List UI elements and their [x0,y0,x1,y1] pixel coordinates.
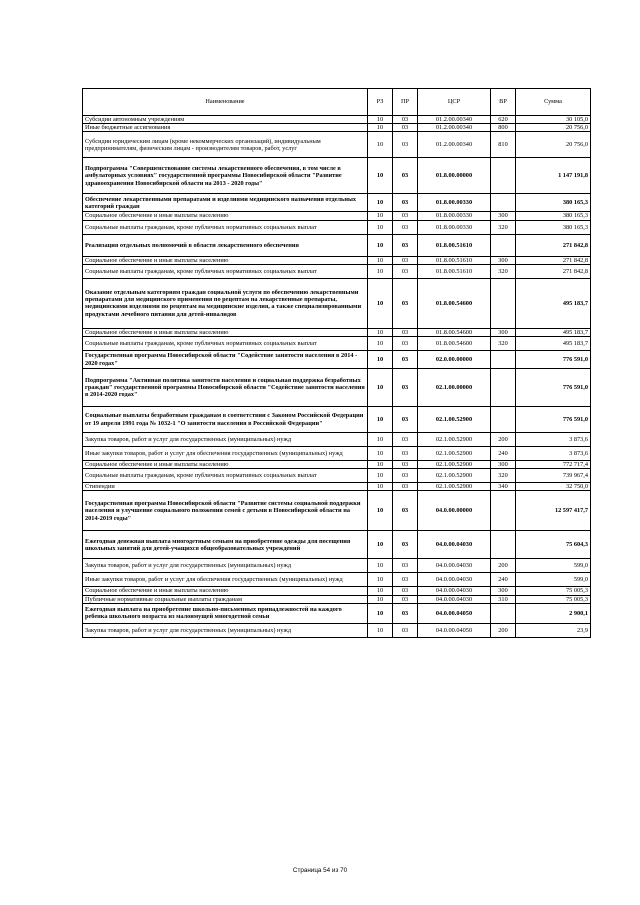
cell-vr: 310 [491,595,516,603]
table-row [83,461,591,469]
cell-vr [491,278,516,328]
cell-vr: 300 [491,461,516,469]
cell-vr: 800 [491,124,516,132]
cell-sum: 599,0 [516,559,591,573]
table-row [83,116,591,124]
cell-rz: 10 [368,328,393,336]
cell-vr [491,407,516,433]
cell-name: Ежегодная денежная выплата многодетным семьям на приобретение одежды для посещения школьных занятий для детей-учащихся общеобразовательных учреждений [83,531,368,559]
cell-rz: 10 [368,220,393,234]
cell-pr: 03 [393,603,418,623]
cell-csr: 02.1.00.52900 [418,407,491,433]
table-row [83,220,591,234]
cell-rz: 10 [368,264,393,278]
cell-pr: 03 [393,447,418,461]
cell-rz: 10 [368,469,393,483]
cell-rz: 10 [368,337,393,351]
cell-rz: 10 [368,369,393,407]
cell-name: Иные закупки товаров, работ и услуг для обеспечения государственных (муниципальных) нужд [83,447,368,461]
cell-vr: 240 [491,447,516,461]
cell-rz: 10 [368,132,393,158]
cell-sum: 776 591,0 [516,351,591,369]
cell-csr: 01.8.00.54600 [418,337,491,351]
cell-csr: 02.1.00.52900 [418,469,491,483]
cell-csr: 04.0.00.04030 [418,559,491,573]
cell-sum: 271 842,8 [516,234,591,256]
cell-pr: 03 [393,116,418,124]
cell-pr: 03 [393,194,418,212]
cell-csr: 02.1.00.52900 [418,483,491,491]
table-row [83,407,591,433]
cell-csr: 02.1.00.52900 [418,461,491,469]
cell-name: Закупка товаров, работ и услуг для государственных (муниципальных) нужд [83,623,368,637]
header-rz: РЗ [368,89,393,116]
cell-sum: 75 005,3 [516,587,591,595]
cell-csr: 01.8.00.54600 [418,278,491,328]
cell-sum: 495 183,7 [516,278,591,328]
cell-csr: 01.2.00.00340 [418,132,491,158]
cell-rz: 10 [368,433,393,447]
cell-name: Социальные выплаты гражданам, кроме публичных нормативных социальных выплат [83,264,368,278]
page-footer: Страница 54 из 70 [292,867,348,874]
cell-csr: 01.8.00.51610 [418,234,491,256]
cell-csr: 04.0.00.04030 [418,573,491,587]
cell-csr: 04.0.00.04050 [418,623,491,637]
cell-vr: 810 [491,132,516,158]
cell-rz: 10 [368,587,393,595]
table-row [83,234,591,256]
cell-vr: 320 [491,337,516,351]
cell-csr: 01.8.00.00000 [418,158,491,194]
cell-rz: 10 [368,124,393,132]
cell-sum: 776 591,0 [516,407,591,433]
cell-pr: 03 [393,573,418,587]
table-row [83,483,591,491]
cell-sum: 772 717,4 [516,461,591,469]
cell-vr [491,194,516,212]
cell-csr: 04.0.00.00000 [418,491,491,531]
cell-sum: 271 842,8 [516,264,591,278]
cell-rz: 10 [368,603,393,623]
header-sum: Сумма [516,89,591,116]
cell-pr: 03 [393,595,418,603]
cell-pr: 03 [393,278,418,328]
table-row [83,603,591,623]
table-row [83,469,591,483]
cell-rz: 10 [368,351,393,369]
budget-table [82,88,591,638]
cell-vr [491,234,516,256]
cell-pr: 03 [393,587,418,595]
cell-sum: 23,9 [516,623,591,637]
table-row [83,264,591,278]
cell-rz: 10 [368,447,393,461]
cell-pr: 03 [393,491,418,531]
cell-rz: 10 [368,559,393,573]
cell-name: Государственная программа Новосибирской области "Содействие занятости населения в 2014 - 2020 годах" [83,351,368,369]
cell-vr: 240 [491,573,516,587]
table-row [83,491,591,531]
cell-pr: 03 [393,433,418,447]
cell-sum: 380 165,3 [516,220,591,234]
cell-sum: 380 165,3 [516,194,591,212]
cell-csr: 02.0.00.00000 [418,351,491,369]
cell-vr: 320 [491,264,516,278]
cell-vr [491,369,516,407]
cell-name: Социальные выплаты гражданам, кроме публичных нормативных социальных выплат [83,337,368,351]
cell-rz: 10 [368,623,393,637]
cell-rz: 10 [368,212,393,220]
cell-vr: 300 [491,256,516,264]
table-row [83,337,591,351]
cell-csr: 01.8.00.00330 [418,194,491,212]
cell-rz: 10 [368,407,393,433]
cell-vr [491,351,516,369]
cell-pr: 03 [393,483,418,491]
cell-pr: 03 [393,369,418,407]
cell-rz: 10 [368,461,393,469]
cell-rz: 10 [368,278,393,328]
table-row [83,278,591,328]
cell-csr: 01.8.00.00330 [418,220,491,234]
table-row [83,328,591,336]
table-row [83,447,591,461]
cell-pr: 03 [393,124,418,132]
cell-csr: 01.2.00.00340 [418,116,491,124]
cell-vr [491,491,516,531]
cell-vr: 200 [491,433,516,447]
cell-name: Социальное обеспечение и иные выплаты населению [83,256,368,264]
cell-name: Социальное обеспечение и иные выплаты населению [83,212,368,220]
cell-vr: 200 [491,623,516,637]
cell-pr: 03 [393,623,418,637]
cell-rz: 10 [368,491,393,531]
table-row [83,256,591,264]
cell-pr: 03 [393,264,418,278]
cell-csr: 04.0.00.04030 [418,531,491,559]
cell-sum: 20 756,0 [516,124,591,132]
cell-rz: 10 [368,595,393,603]
table-row [83,531,591,559]
cell-sum: 599,0 [516,573,591,587]
table-row [83,587,591,595]
cell-sum: 776 591,0 [516,369,591,407]
cell-rz: 10 [368,116,393,124]
cell-pr: 03 [393,158,418,194]
table-header-row [83,89,591,116]
cell-name: Государственная программа Новосибирской области "Развитие системы социальной поддержки населения и улучшение социального положения семей с детьми в Новосибирской области на 2014-2019 годы" [83,491,368,531]
cell-vr: 300 [491,328,516,336]
cell-rz: 10 [368,573,393,587]
cell-vr: 340 [491,483,516,491]
cell-vr [491,158,516,194]
cell-vr: 320 [491,220,516,234]
cell-name: Стипендии [83,483,368,491]
table-row [83,212,591,220]
cell-vr: 200 [491,559,516,573]
cell-rz: 10 [368,483,393,491]
header-vr: ВР [491,89,516,116]
cell-csr: 01.2.00.00340 [418,124,491,132]
cell-pr: 03 [393,132,418,158]
cell-csr: 04.0.00.04030 [418,587,491,595]
cell-csr: 01.8.00.54600 [418,328,491,336]
cell-name: Подпрограмма "Активная политика занятости населения и социальная поддержка безработных граждан" государственной программы Новосибирской области "Содействие занятости населения в 2014-2020 годах" [83,369,368,407]
cell-sum: 75 005,3 [516,595,591,603]
cell-vr [491,531,516,559]
cell-pr: 03 [393,351,418,369]
cell-name: Субсидии автономным учреждениям [83,116,368,124]
header-name: Наименование [83,89,368,116]
cell-csr: 04.0.00.04030 [418,595,491,603]
cell-name: Обеспечение лекарственными препаратами и изделиями медицинского назначения отдельных категорий граждан [83,194,368,212]
cell-name: Подпрограмма "Совершенствование системы лекарственного обеспечения, в том числе в амбулаторных условиях" государственной программы Новосибирской области "Развитие здравоохранения Новосибирской области на 2013 - 2020 годы" [83,158,368,194]
table-row [83,595,591,603]
cell-sum: 30 105,0 [516,116,591,124]
cell-pr: 03 [393,461,418,469]
cell-sum: 271 842,8 [516,256,591,264]
cell-sum: 20 756,0 [516,132,591,158]
table-row [83,124,591,132]
cell-csr: 02.1.00.52900 [418,447,491,461]
cell-name: Субсидии юридическим лицам (кроме некоммерческих организаций), индивидуальным предпринимателям, физическим лицам - производителям товаров, работ, услуг [83,132,368,158]
cell-vr: 300 [491,212,516,220]
cell-rz: 10 [368,158,393,194]
cell-name: Социальное обеспечение и иные выплаты населению [83,587,368,595]
cell-name: Иные закупки товаров, работ и услуг для обеспечения государственных (муниципальных) нужд [83,573,368,587]
cell-name: Социальные выплаты безработным гражданам в соответствии с Законом Российской Федерации от 19 апреля 1991 года № 1032-1 "О занятости населения в Российской Федерации" [83,407,368,433]
cell-csr: 02.1.00.52900 [418,433,491,447]
cell-sum: 380 165,3 [516,212,591,220]
header-pr: ПР [393,89,418,116]
cell-vr: 320 [491,469,516,483]
cell-pr: 03 [393,559,418,573]
cell-sum: 3 873,6 [516,433,591,447]
cell-pr: 03 [393,212,418,220]
header-csr: ЦСР [418,89,491,116]
cell-vr: 620 [491,116,516,124]
cell-sum: 3 873,6 [516,447,591,461]
table-row [83,573,591,587]
table-row [83,132,591,158]
cell-csr: 01.8.00.00330 [418,212,491,220]
cell-vr [491,603,516,623]
cell-name: Реализация отдельных полномочий в области лекарственного обеспечения [83,234,368,256]
cell-name: Социальное обеспечение и иные выплаты населению [83,461,368,469]
cell-csr: 04.0.00.04050 [418,603,491,623]
cell-vr: 300 [491,587,516,595]
cell-rz: 10 [368,234,393,256]
cell-sum: 2 900,1 [516,603,591,623]
cell-name: Социальное обеспечение и иные выплаты населению [83,328,368,336]
cell-csr: 01.8.00.51610 [418,264,491,278]
cell-sum: 12 597 417,7 [516,491,591,531]
cell-sum: 32 750,0 [516,483,591,491]
table-row [83,433,591,447]
table-row [83,194,591,212]
cell-pr: 03 [393,531,418,559]
cell-csr: 02.1.00.00000 [418,369,491,407]
cell-pr: 03 [393,234,418,256]
cell-pr: 03 [393,337,418,351]
cell-pr: 03 [393,328,418,336]
table-row [83,158,591,194]
cell-name: Закупка товаров, работ и услуг для государственных (муниципальных) нужд [83,559,368,573]
cell-sum: 495 183,7 [516,328,591,336]
table-row [83,351,591,369]
table-row [83,623,591,637]
cell-name: Оказание отдельным категориям граждан социальной услуги по обеспечению лекарственными препаратами для медицинского применения по рецептам на лекарственные препараты, медицинскими изделиями по рецептам на медицинские изделия, а также специализированными продуктами лечебного питания для детей-инвалидов [83,278,368,328]
table-row [83,559,591,573]
table-body [83,116,591,638]
cell-csr: 01.8.00.51610 [418,256,491,264]
cell-name: Социальные выплаты гражданам, кроме публичных нормативных социальных выплат [83,220,368,234]
cell-pr: 03 [393,256,418,264]
cell-sum: 75 604,3 [516,531,591,559]
cell-sum: 1 147 191,8 [516,158,591,194]
cell-sum: 495 183,7 [516,337,591,351]
cell-name: Социальные выплаты гражданам, кроме публичных нормативных социальных выплат [83,469,368,483]
table-row [83,369,591,407]
cell-pr: 03 [393,407,418,433]
cell-sum: 739 967,4 [516,469,591,483]
cell-rz: 10 [368,531,393,559]
cell-name: Закупка товаров, работ и услуг для государственных (муниципальных) нужд [83,433,368,447]
cell-pr: 03 [393,220,418,234]
cell-pr: 03 [393,469,418,483]
cell-name: Публичные нормативные социальные выплаты гражданам [83,595,368,603]
cell-name: Ежегодная выплата на приобретение школьно-письменных принадлежностей на каждого ребенка школьного возраста из малоимущей многодетной семьи [83,603,368,623]
cell-rz: 10 [368,256,393,264]
cell-name: Иные бюджетные ассигнования [83,124,368,132]
cell-rz: 10 [368,194,393,212]
